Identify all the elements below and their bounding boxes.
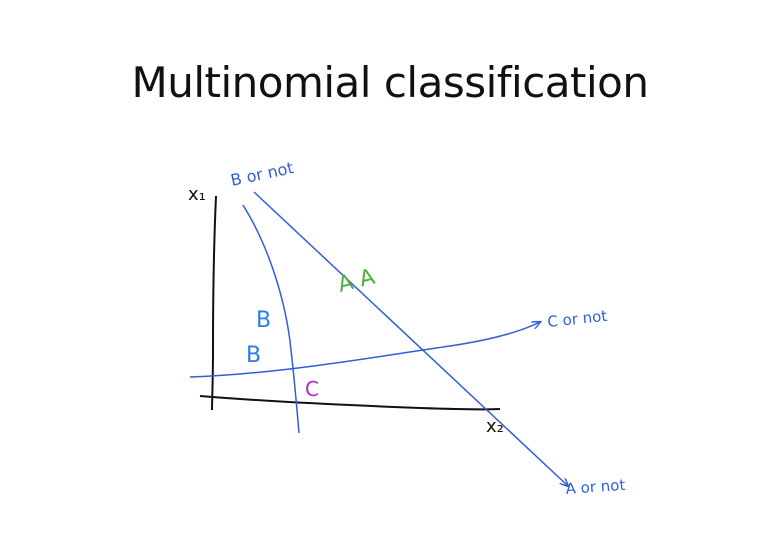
c-or-not-boundary — [190, 322, 540, 377]
x-axis-label: x₂ — [486, 416, 504, 437]
region-label-green: A A — [335, 264, 378, 298]
y-axis-label: x₁ — [188, 184, 206, 205]
y-axis — [212, 196, 216, 410]
x-axis — [200, 396, 500, 409]
a-or-not-boundary — [254, 192, 568, 486]
slide-title: Multinomial classification — [131, 58, 649, 107]
a-or-not-label: A or not — [565, 475, 626, 498]
region-label-blue-lower: B — [246, 343, 262, 368]
region-label-blue-upper: B — [256, 308, 272, 333]
region-label-purple: C — [305, 377, 319, 401]
b-or-not-label: B or not — [228, 158, 296, 190]
c-or-not-label: C or not — [546, 306, 609, 331]
